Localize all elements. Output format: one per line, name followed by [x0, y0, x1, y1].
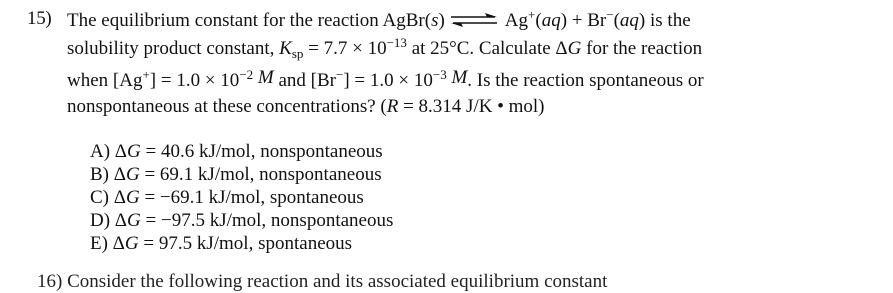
question-number: 15) [27, 8, 52, 29]
choice-b[interactable]: B) ΔG = 69.1 kJ/mol, nonspontaneous [90, 164, 382, 185]
question-line-2: solubility product constant, $K_{sp} = 7.7 \times 10^{-13}$ at 25°C. Calculate ΔG for the reaction [67, 35, 703, 61]
next-question-partial: 16) Consider the following reaction and its associated equilibrium constant [37, 271, 608, 292]
choice-a[interactable]: A) ΔG = 40.6 kJ/mol, nonspontaneous [90, 141, 383, 162]
choice-c[interactable]: C) ΔG = −69.1 kJ/mol, spontaneous [90, 187, 364, 208]
question-line-1: The equilibrium constant for the reaction AgBr(s) Ag+(aq) + Br−(aq) is the [67, 7, 691, 31]
equilibrium-arrow-icon [449, 12, 499, 28]
choice-e[interactable]: E) ΔG = 97.5 kJ/mol, spontaneous [90, 233, 353, 254]
answer-choices [90, 140, 393, 255]
question-line-4: nonspontaneous at these concentrations? (R = 8.314 J/K • mol) [67, 96, 545, 117]
choice-d[interactable]: D) ΔG = −97.5 kJ/mol, nonspontaneous [90, 210, 394, 231]
question-line-3: when $[Ag^+] = 1.0 \times 10^{-2}$ $^M$ and $[Br^-] = 1.0 \times 10^{-3}$ $^M$. Is the reaction spontaneous or [67, 67, 704, 91]
